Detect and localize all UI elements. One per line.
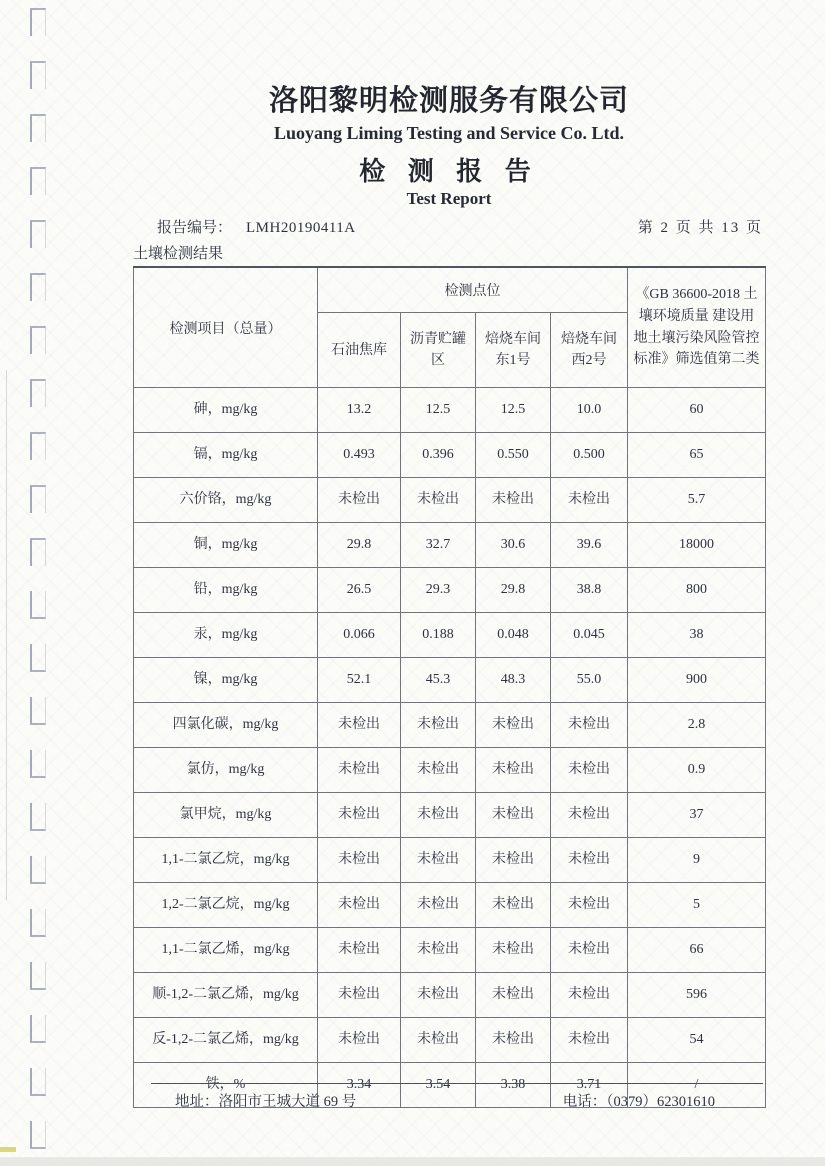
row-value: 0.066 xyxy=(318,613,401,658)
report-number-value: LMH20190411A xyxy=(246,220,356,236)
row-item-label: 铁，% xyxy=(134,1063,318,1108)
table-row xyxy=(134,658,766,703)
binding-hole-mark xyxy=(30,485,46,513)
row-value: 未检出 xyxy=(401,793,476,838)
row-value: 0.045 xyxy=(551,613,628,658)
row-value: 0.493 xyxy=(318,433,401,478)
table-row xyxy=(134,883,766,928)
row-value: 0.550 xyxy=(476,433,551,478)
row-value: 未检出 xyxy=(318,883,401,928)
row-item-label: 氯甲烷，mg/kg xyxy=(134,793,318,838)
page-footer xyxy=(133,1083,765,1111)
row-value: 未检出 xyxy=(551,838,628,883)
row-standard-value: 37 xyxy=(628,793,766,838)
row-value: 未检出 xyxy=(476,973,551,1018)
row-value: 未检出 xyxy=(318,973,401,1018)
col-header-point-4: 焙烧车间西2号 xyxy=(551,313,628,388)
row-standard-value: 38 xyxy=(628,613,766,658)
report-number xyxy=(133,216,356,237)
row-value: 3.54 xyxy=(401,1063,476,1108)
binding-hole-mark xyxy=(30,538,46,566)
row-standard-value: 5 xyxy=(628,883,766,928)
row-value: 未检出 xyxy=(318,928,401,973)
table-row xyxy=(134,748,766,793)
row-item-label: 顺-1,2-二氯乙烯，mg/kg xyxy=(134,973,318,1018)
row-value: 32.7 xyxy=(401,523,476,568)
row-value: 29.8 xyxy=(318,523,401,568)
binding-hole-mark xyxy=(30,697,46,725)
footer-address xyxy=(133,1090,356,1111)
row-standard-value: 54 xyxy=(628,1018,766,1063)
row-standard-value: 60 xyxy=(628,388,766,433)
footer-address-value: 洛阳市王城大道 69 号 xyxy=(218,1094,357,1110)
table-header-row-1 xyxy=(134,267,766,313)
report-meta-row xyxy=(133,216,765,237)
row-value: 55.0 xyxy=(551,658,628,703)
binding-hole-mark xyxy=(30,326,46,354)
report-title-cn: 检 测 报 告 xyxy=(359,157,539,186)
row-item-label: 六价铬，mg/kg xyxy=(134,478,318,523)
table-row xyxy=(134,478,766,523)
row-value: 52.1 xyxy=(318,658,401,703)
row-value: 10.0 xyxy=(551,388,628,433)
row-value: 0.396 xyxy=(401,433,476,478)
row-value: 未检出 xyxy=(318,793,401,838)
row-value: 39.6 xyxy=(551,523,628,568)
row-value: 48.3 xyxy=(476,658,551,703)
row-standard-value: 2.8 xyxy=(628,703,766,748)
table-row xyxy=(134,1018,766,1063)
footer-address-label: 地址： xyxy=(175,1094,219,1110)
row-value: 未检出 xyxy=(551,748,628,793)
binding-hole-mark xyxy=(30,114,46,142)
row-value: 29.8 xyxy=(476,568,551,613)
row-value: 30.6 xyxy=(476,523,551,568)
footer-divider xyxy=(151,1083,763,1084)
row-standard-value: / xyxy=(628,1063,766,1108)
footer-phone xyxy=(563,1090,765,1111)
footer-phone-label: 电话： xyxy=(562,1094,607,1110)
table-row xyxy=(134,973,766,1018)
row-value: 38.8 xyxy=(551,568,628,613)
row-value: 未检出 xyxy=(401,883,476,928)
row-value: 未检出 xyxy=(476,838,551,883)
binding-hole-mark xyxy=(30,1015,46,1043)
row-item-label: 镍，mg/kg xyxy=(134,658,318,703)
row-value: 未检出 xyxy=(476,883,551,928)
row-value: 未检出 xyxy=(476,1018,551,1063)
row-value: 未检出 xyxy=(551,478,628,523)
row-value: 未检出 xyxy=(318,478,401,523)
row-item-label: 砷，mg/kg xyxy=(134,388,318,433)
scan-artifact-mark xyxy=(0,1147,16,1152)
scan-edge-shadow xyxy=(0,1157,825,1166)
row-standard-value: 800 xyxy=(628,568,766,613)
row-value: 未检出 xyxy=(476,478,551,523)
row-standard-value: 0.9 xyxy=(628,748,766,793)
row-value: 13.2 xyxy=(318,388,401,433)
row-value: 0.048 xyxy=(476,613,551,658)
row-value: 未检出 xyxy=(318,703,401,748)
row-standard-value: 66 xyxy=(628,928,766,973)
table-row xyxy=(134,568,766,613)
row-value: 未检出 xyxy=(401,748,476,793)
row-item-label: 1,1-二氯乙烯，mg/kg xyxy=(134,928,318,973)
scan-artifact-line xyxy=(6,370,7,900)
col-header-standard: 《GB 36600-2018 土壤环境质量 建设用地土壤污染风险管控标准》筛选值第二类 xyxy=(628,267,766,388)
row-value: 未检出 xyxy=(551,793,628,838)
row-item-label: 铜，mg/kg xyxy=(134,523,318,568)
table-row xyxy=(134,523,766,568)
binding-hole-mark xyxy=(30,220,46,248)
row-value: 未检出 xyxy=(401,928,476,973)
row-standard-value: 596 xyxy=(628,973,766,1018)
row-item-label: 1,1-二氯乙烷，mg/kg xyxy=(134,838,318,883)
row-value: 未检出 xyxy=(401,1018,476,1063)
report-title-en: Test Report xyxy=(406,189,492,208)
page-indicator: 第 2 页 共 13 页 xyxy=(637,220,763,236)
row-item-label: 铅，mg/kg xyxy=(134,568,318,613)
row-value: 未检出 xyxy=(401,973,476,1018)
footer-phone-value: （0379）62301610 xyxy=(606,1094,715,1110)
row-value: 29.3 xyxy=(401,568,476,613)
row-value: 未检出 xyxy=(318,1018,401,1063)
row-value: 0.500 xyxy=(551,433,628,478)
row-item-label: 氯仿，mg/kg xyxy=(134,748,318,793)
results-tbody xyxy=(134,388,766,1108)
results-table xyxy=(133,266,766,1108)
row-value: 未检出 xyxy=(551,1018,628,1063)
row-value: 未检出 xyxy=(551,928,628,973)
table-row xyxy=(134,793,766,838)
row-value: 未检出 xyxy=(401,703,476,748)
report-content xyxy=(133,0,765,1108)
row-standard-value: 5.7 xyxy=(628,478,766,523)
row-value: 未检出 xyxy=(318,748,401,793)
row-standard-value: 18000 xyxy=(628,523,766,568)
row-standard-value: 9 xyxy=(628,838,766,883)
row-value: 未检出 xyxy=(318,838,401,883)
row-value: 26.5 xyxy=(318,568,401,613)
binding-hole-mark xyxy=(30,803,46,831)
row-item-label: 1,2-二氯乙烷，mg/kg xyxy=(134,883,318,928)
row-value: 未检出 xyxy=(401,478,476,523)
binding-hole-mark xyxy=(30,962,46,990)
binding-hole-mark xyxy=(30,61,46,89)
table-row xyxy=(134,613,766,658)
row-value: 0.188 xyxy=(401,613,476,658)
row-value: 未检出 xyxy=(476,793,551,838)
binding-hole-mark xyxy=(30,1068,46,1096)
row-item-label: 汞，mg/kg xyxy=(134,613,318,658)
binding-hole-mark xyxy=(30,8,46,36)
row-standard-value: 65 xyxy=(628,433,766,478)
section-title: 土壤检测结果 xyxy=(133,246,224,262)
report-number-label: 报告编号： xyxy=(157,220,233,236)
col-header-point-3: 焙烧车间东1号 xyxy=(476,313,551,388)
row-value: 未检出 xyxy=(551,703,628,748)
row-item-label: 反-1,2-二氯乙烯，mg/kg xyxy=(134,1018,318,1063)
col-header-points-group: 检测点位 xyxy=(318,267,628,313)
row-value: 3.34 xyxy=(318,1063,401,1108)
table-row xyxy=(134,838,766,883)
row-value: 未检出 xyxy=(476,703,551,748)
company-name-en: Luoyang Liming Testing and Service Co. Ltd. xyxy=(273,123,625,143)
row-standard-value: 900 xyxy=(628,658,766,703)
table-row xyxy=(134,433,766,478)
row-value: 未检出 xyxy=(476,928,551,973)
binding-hole-mark xyxy=(30,856,46,884)
row-value: 12.5 xyxy=(401,388,476,433)
col-header-item: 检测项目（总量） xyxy=(134,267,318,388)
binding-hole-mark xyxy=(30,432,46,460)
row-value: 未检出 xyxy=(476,748,551,793)
row-item-label: 镉，mg/kg xyxy=(134,433,318,478)
binding-hole-mark xyxy=(30,1121,46,1149)
binding-hole-mark xyxy=(30,750,46,778)
binding-hole-mark xyxy=(30,644,46,672)
binding-hole-mark xyxy=(30,167,46,195)
table-row xyxy=(134,388,766,433)
col-header-point-2: 沥青贮罐区 xyxy=(401,313,476,388)
row-value: 未检出 xyxy=(551,973,628,1018)
row-value: 45.3 xyxy=(401,658,476,703)
row-value: 未检出 xyxy=(401,838,476,883)
row-value: 12.5 xyxy=(476,388,551,433)
row-value: 3.71 xyxy=(551,1063,628,1108)
binding-hole-mark xyxy=(30,909,46,937)
table-row xyxy=(134,703,766,748)
binding-hole-mark xyxy=(30,379,46,407)
row-value: 未检出 xyxy=(551,883,628,928)
binding-hole-mark xyxy=(30,591,46,619)
table-row xyxy=(134,928,766,973)
col-header-point-1: 石油焦库 xyxy=(318,313,401,388)
binding-hole-mark xyxy=(30,273,46,301)
company-name-cn: 洛阳黎明检测服务有限公司 xyxy=(268,85,629,117)
row-item-label: 四氯化碳，mg/kg xyxy=(134,703,318,748)
row-value: 3.38 xyxy=(476,1063,551,1108)
